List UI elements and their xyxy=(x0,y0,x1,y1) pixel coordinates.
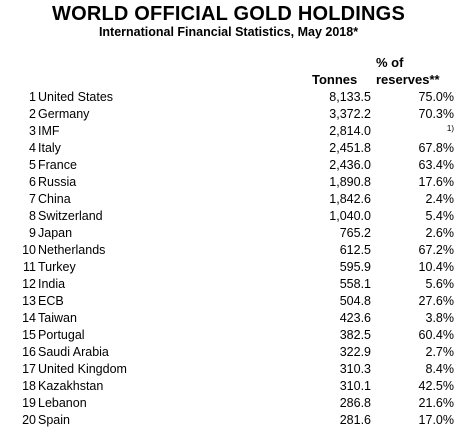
country-cell: United Kingdom xyxy=(38,362,127,376)
tonnes-cell: 3,372.2 xyxy=(329,107,371,121)
table-row xyxy=(0,208,457,225)
tonnes-cell: 504.8 xyxy=(339,294,371,308)
page-title: WORLD OFFICIAL GOLD HOLDINGS xyxy=(52,3,405,25)
pct-reserves-cell: 67.2% xyxy=(418,243,454,257)
pct-reserves-cell: 67.8% xyxy=(418,141,454,155)
rank-cell: 2 xyxy=(29,107,36,121)
table-row xyxy=(0,242,457,259)
country-cell: United States xyxy=(38,90,114,104)
table-row xyxy=(0,378,457,395)
table-row xyxy=(0,395,457,412)
tonnes-cell: 2,451.8 xyxy=(329,141,371,155)
country-cell: China xyxy=(38,192,71,206)
tonnes-cell: 2,436.0 xyxy=(329,158,371,172)
table-row xyxy=(0,89,457,106)
pct-reserves-cell: 3.8% xyxy=(425,311,454,325)
tonnes-cell: 1,890.8 xyxy=(329,175,371,189)
pct-reserves-cell: 5.4% xyxy=(425,209,454,223)
rank-cell: 12 xyxy=(22,277,36,291)
country-cell: ECB xyxy=(38,294,64,308)
country-cell: Kazakhstan xyxy=(38,379,104,393)
rank-cell: 20 xyxy=(22,413,36,427)
table-row xyxy=(0,174,457,191)
pct-reserves-cell: 17.6% xyxy=(418,175,454,189)
table-row xyxy=(0,276,457,293)
rank-cell: 14 xyxy=(22,311,36,325)
pct-reserves-cell: 8.4% xyxy=(425,362,454,376)
country-cell: Germany xyxy=(38,107,90,121)
rank-cell: 13 xyxy=(22,294,36,308)
table-row xyxy=(0,191,457,208)
pct-reserves-cell: 2.7% xyxy=(425,345,454,359)
tonnes-cell: 423.6 xyxy=(339,311,371,325)
rank-cell: 17 xyxy=(22,362,36,376)
holdings-table xyxy=(0,89,457,429)
country-cell: Taiwan xyxy=(38,311,77,325)
country-cell: Russia xyxy=(38,175,77,189)
rank-cell: 11 xyxy=(23,260,36,274)
page-subtitle: International Financial Statistics, May 2018* xyxy=(98,25,359,39)
column-header-tonnes: Tonnes xyxy=(312,72,358,87)
tonnes-cell: 558.1 xyxy=(339,277,371,291)
rank-cell: 10 xyxy=(22,243,36,257)
country-cell: India xyxy=(38,277,66,291)
pct-reserves-cell: 70.3% xyxy=(418,107,454,121)
tonnes-cell: 1,842.6 xyxy=(329,192,371,206)
tonnes-cell: 765.2 xyxy=(339,226,371,240)
table-row xyxy=(0,344,457,361)
tonnes-cell: 322.9 xyxy=(339,345,371,359)
table-row xyxy=(0,412,457,429)
pct-reserves-cell: 75.0% xyxy=(418,90,454,104)
tonnes-cell: 286.8 xyxy=(339,396,371,410)
country-cell: Lebanon xyxy=(38,396,87,410)
tonnes-cell: 2,814.0 xyxy=(329,124,371,138)
rank-cell: 5 xyxy=(29,158,36,172)
pct-reserves-cell: 42.5% xyxy=(418,379,454,393)
rank-cell: 9 xyxy=(29,226,36,240)
table-row xyxy=(0,310,457,327)
rank-cell: 1 xyxy=(29,90,36,104)
country-cell: Turkey xyxy=(38,260,76,274)
tonnes-cell: 382.5 xyxy=(339,328,371,342)
pct-reserves-cell: 21.6% xyxy=(418,396,454,410)
rank-cell: 19 xyxy=(22,396,36,410)
pct-reserves-cell: 2.4% xyxy=(425,192,454,206)
table-row xyxy=(0,327,457,344)
tonnes-cell: 310.3 xyxy=(339,362,371,376)
tonnes-cell: 612.5 xyxy=(339,243,371,257)
column-header-pct-line1: % of xyxy=(376,55,404,70)
country-cell: Switzerland xyxy=(38,209,103,223)
country-cell: France xyxy=(38,158,77,172)
rank-cell: 6 xyxy=(29,175,36,189)
country-cell: Netherlands xyxy=(38,243,106,257)
tonnes-cell: 1,040.0 xyxy=(329,209,371,223)
tonnes-cell: 310.1 xyxy=(339,379,371,393)
tonnes-cell: 281.6 xyxy=(339,413,371,427)
tonnes-cell: 8,133.5 xyxy=(329,90,371,104)
rank-cell: 16 xyxy=(22,345,36,359)
country-cell: Japan xyxy=(38,226,73,240)
rank-cell: 18 xyxy=(22,379,36,393)
country-cell: Saudi Arabia xyxy=(38,345,109,359)
table-row xyxy=(0,106,457,123)
table-row xyxy=(0,361,457,378)
pct-reserves-cell: 1) xyxy=(446,124,454,133)
pct-reserves-cell: 27.6% xyxy=(418,294,454,308)
country-cell: Portugal xyxy=(38,328,85,342)
table-row xyxy=(0,157,457,174)
table-row xyxy=(0,293,457,310)
rank-cell: 15 xyxy=(22,328,36,342)
table-row xyxy=(0,140,457,157)
pct-reserves-cell: 63.4% xyxy=(418,158,454,172)
country-cell: Spain xyxy=(38,413,70,427)
country-cell: Italy xyxy=(38,141,61,155)
tonnes-cell: 595.9 xyxy=(339,260,371,274)
rank-cell: 3 xyxy=(29,124,36,138)
table-row xyxy=(0,123,457,140)
table-row xyxy=(0,259,457,276)
column-header-pct-line2: reserves** xyxy=(376,72,440,87)
pct-reserves-cell: 5.6% xyxy=(425,277,454,291)
country-cell: IMF xyxy=(38,124,60,138)
pct-reserves-cell: 10.4% xyxy=(418,260,454,274)
rank-cell: 7 xyxy=(29,192,36,206)
pct-reserves-cell: 17.0% xyxy=(418,413,454,427)
rank-cell: 4 xyxy=(29,141,36,155)
pct-reserves-cell: 2.6% xyxy=(425,226,454,240)
rank-cell: 8 xyxy=(29,209,36,223)
pct-reserves-cell: 60.4% xyxy=(418,328,454,342)
table-row xyxy=(0,225,457,242)
